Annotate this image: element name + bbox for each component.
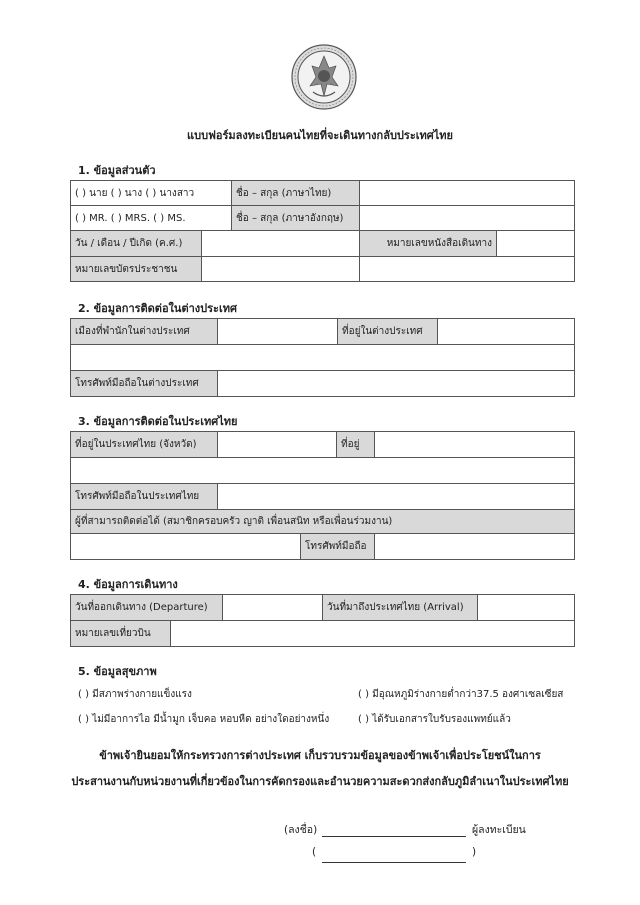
consent-line-2: ประสานงานกับหน่วยงานที่เกี่ยวข้องในการคัดกรองและอำนวยความสะดวกส่งกลับภูมิลำเนาในประเทศไทย — [71, 775, 569, 788]
passport-label: หมายเลขหนังสือเดินทาง — [360, 231, 497, 256]
overseas-phone-label: โทรศัพท์มือถือในต่างประเทศ — [71, 371, 218, 397]
flight-field[interactable] — [171, 621, 575, 647]
name-en-field[interactable] — [360, 206, 575, 231]
section-3-heading: 3. ข้อมูลการติดต่อในประเทศไทย — [78, 415, 238, 428]
emergency-contact-field[interactable] — [71, 534, 301, 560]
thailand-contact-table — [70, 431, 575, 560]
dob-label: วัน / เดือน / ปีเกิด (ค.ศ.) — [71, 231, 202, 257]
dob-field[interactable] — [202, 231, 360, 257]
emergency-contact-label: ผู้ที่สามารถติดต่อได้ (สมาชิกครอบครัว ญาติ เพื่อนสนิท หรือเพื่อนร่วมงาน) — [71, 510, 575, 534]
ministry-seal-logo — [291, 44, 357, 110]
printed-name-line[interactable] — [322, 862, 466, 863]
emergency-phone-label: โทรศัพท์มือถือ — [301, 534, 375, 560]
title-en-options[interactable]: ( ) MR. ( ) MRS. ( ) MS. — [71, 206, 232, 231]
form-title: แบบฟอร์มลงทะเบียนคนไทยที่จะเดินทางกลับประเทศไทย — [187, 129, 453, 142]
emergency-phone-field[interactable] — [375, 534, 575, 560]
personal-info-table — [70, 180, 575, 282]
consent-line-1: ข้าพเจ้ายินยอมให้กระทรวงการต่างประเทศ เก็บรวบรวมข้อมูลของข้าพเจ้าเพื่อประโยชน์ในการ — [99, 749, 541, 762]
name-th-field[interactable] — [360, 181, 575, 206]
id-card-field[interactable] — [202, 257, 360, 282]
printed-name-close-paren: ) — [472, 846, 477, 858]
title-th-options[interactable]: ( ) นาย ( ) นาง ( ) นางสาว — [71, 181, 232, 206]
registrant-label: ผู้ลงทะเบียน — [472, 824, 526, 836]
th-province-field[interactable] — [218, 432, 337, 458]
flight-label: หมายเลขเที่ยวบิน — [71, 621, 171, 647]
section-2-heading: 2. ข้อมูลการติดต่อในต่างประเทศ — [78, 302, 237, 315]
arrival-label: วันที่มาถึงประเทศไทย (Arrival) — [323, 595, 478, 621]
sign-label: (ลงชื่อ) — [284, 824, 318, 836]
passport-field[interactable] — [497, 231, 574, 256]
section-4-heading: 4. ข้อมูลการเดินทาง — [78, 578, 178, 591]
name-th-label: ชื่อ – สกุล (ภาษาไทย) — [232, 181, 360, 206]
id-card-extra-field[interactable] — [360, 257, 575, 282]
th-phone-label: โทรศัพท์มือถือในประเทศไทย — [71, 484, 218, 510]
overseas-city-field[interactable] — [218, 319, 338, 345]
health-option-no-symptoms[interactable]: ( ) ไม่มีอาการไอ มีน้ำมูก เจ็บคอ หอบหืด อย่างใดอย่างหนึ่ง — [78, 714, 330, 725]
health-option-medical-cert[interactable]: ( ) ได้รับเอกสารใบรับรองแพทย์แล้ว — [358, 714, 511, 725]
health-option-fit[interactable]: ( ) มีสภาพร่างกายแข็งแรง — [78, 689, 192, 700]
passport-cell — [360, 231, 575, 257]
name-en-label: ชื่อ – สกุล (ภาษาอังกฤษ) — [232, 206, 360, 231]
departure-field[interactable] — [223, 595, 323, 621]
id-card-label: หมายเลขบัตรประชาชน — [71, 257, 202, 282]
th-address-field[interactable] — [375, 432, 575, 458]
overseas-address-label: ที่อยู่ในต่างประเทศ — [338, 319, 438, 345]
arrival-field[interactable] — [478, 595, 575, 621]
printed-name-open-paren: ( — [312, 846, 317, 858]
travel-info-table — [70, 594, 575, 647]
overseas-contact-table — [70, 318, 575, 397]
signature-line[interactable] — [322, 836, 466, 837]
overseas-phone-field[interactable] — [218, 371, 575, 397]
th-province-label: ที่อยู่ในประเทศไทย (จังหวัด) — [71, 432, 218, 458]
overseas-city-label: เมืองที่พำนักในต่างประเทศ — [71, 319, 218, 345]
th-address-line[interactable] — [71, 458, 575, 484]
section-1-heading: 1. ข้อมูลส่วนตัว — [78, 164, 156, 177]
health-option-temperature[interactable]: ( ) มีอุณหภูมิร่างกายต่ำกว่า37.5 องศาเซลเซียส — [358, 689, 564, 700]
section-5-heading: 5. ข้อมูลสุขภาพ — [78, 665, 157, 678]
overseas-address-field[interactable] — [438, 319, 575, 345]
th-address-label: ที่อยู่ — [337, 432, 375, 458]
th-phone-field[interactable] — [218, 484, 575, 510]
departure-label: วันที่ออกเดินทาง (Departure) — [71, 595, 223, 621]
overseas-address-line[interactable] — [71, 345, 575, 371]
